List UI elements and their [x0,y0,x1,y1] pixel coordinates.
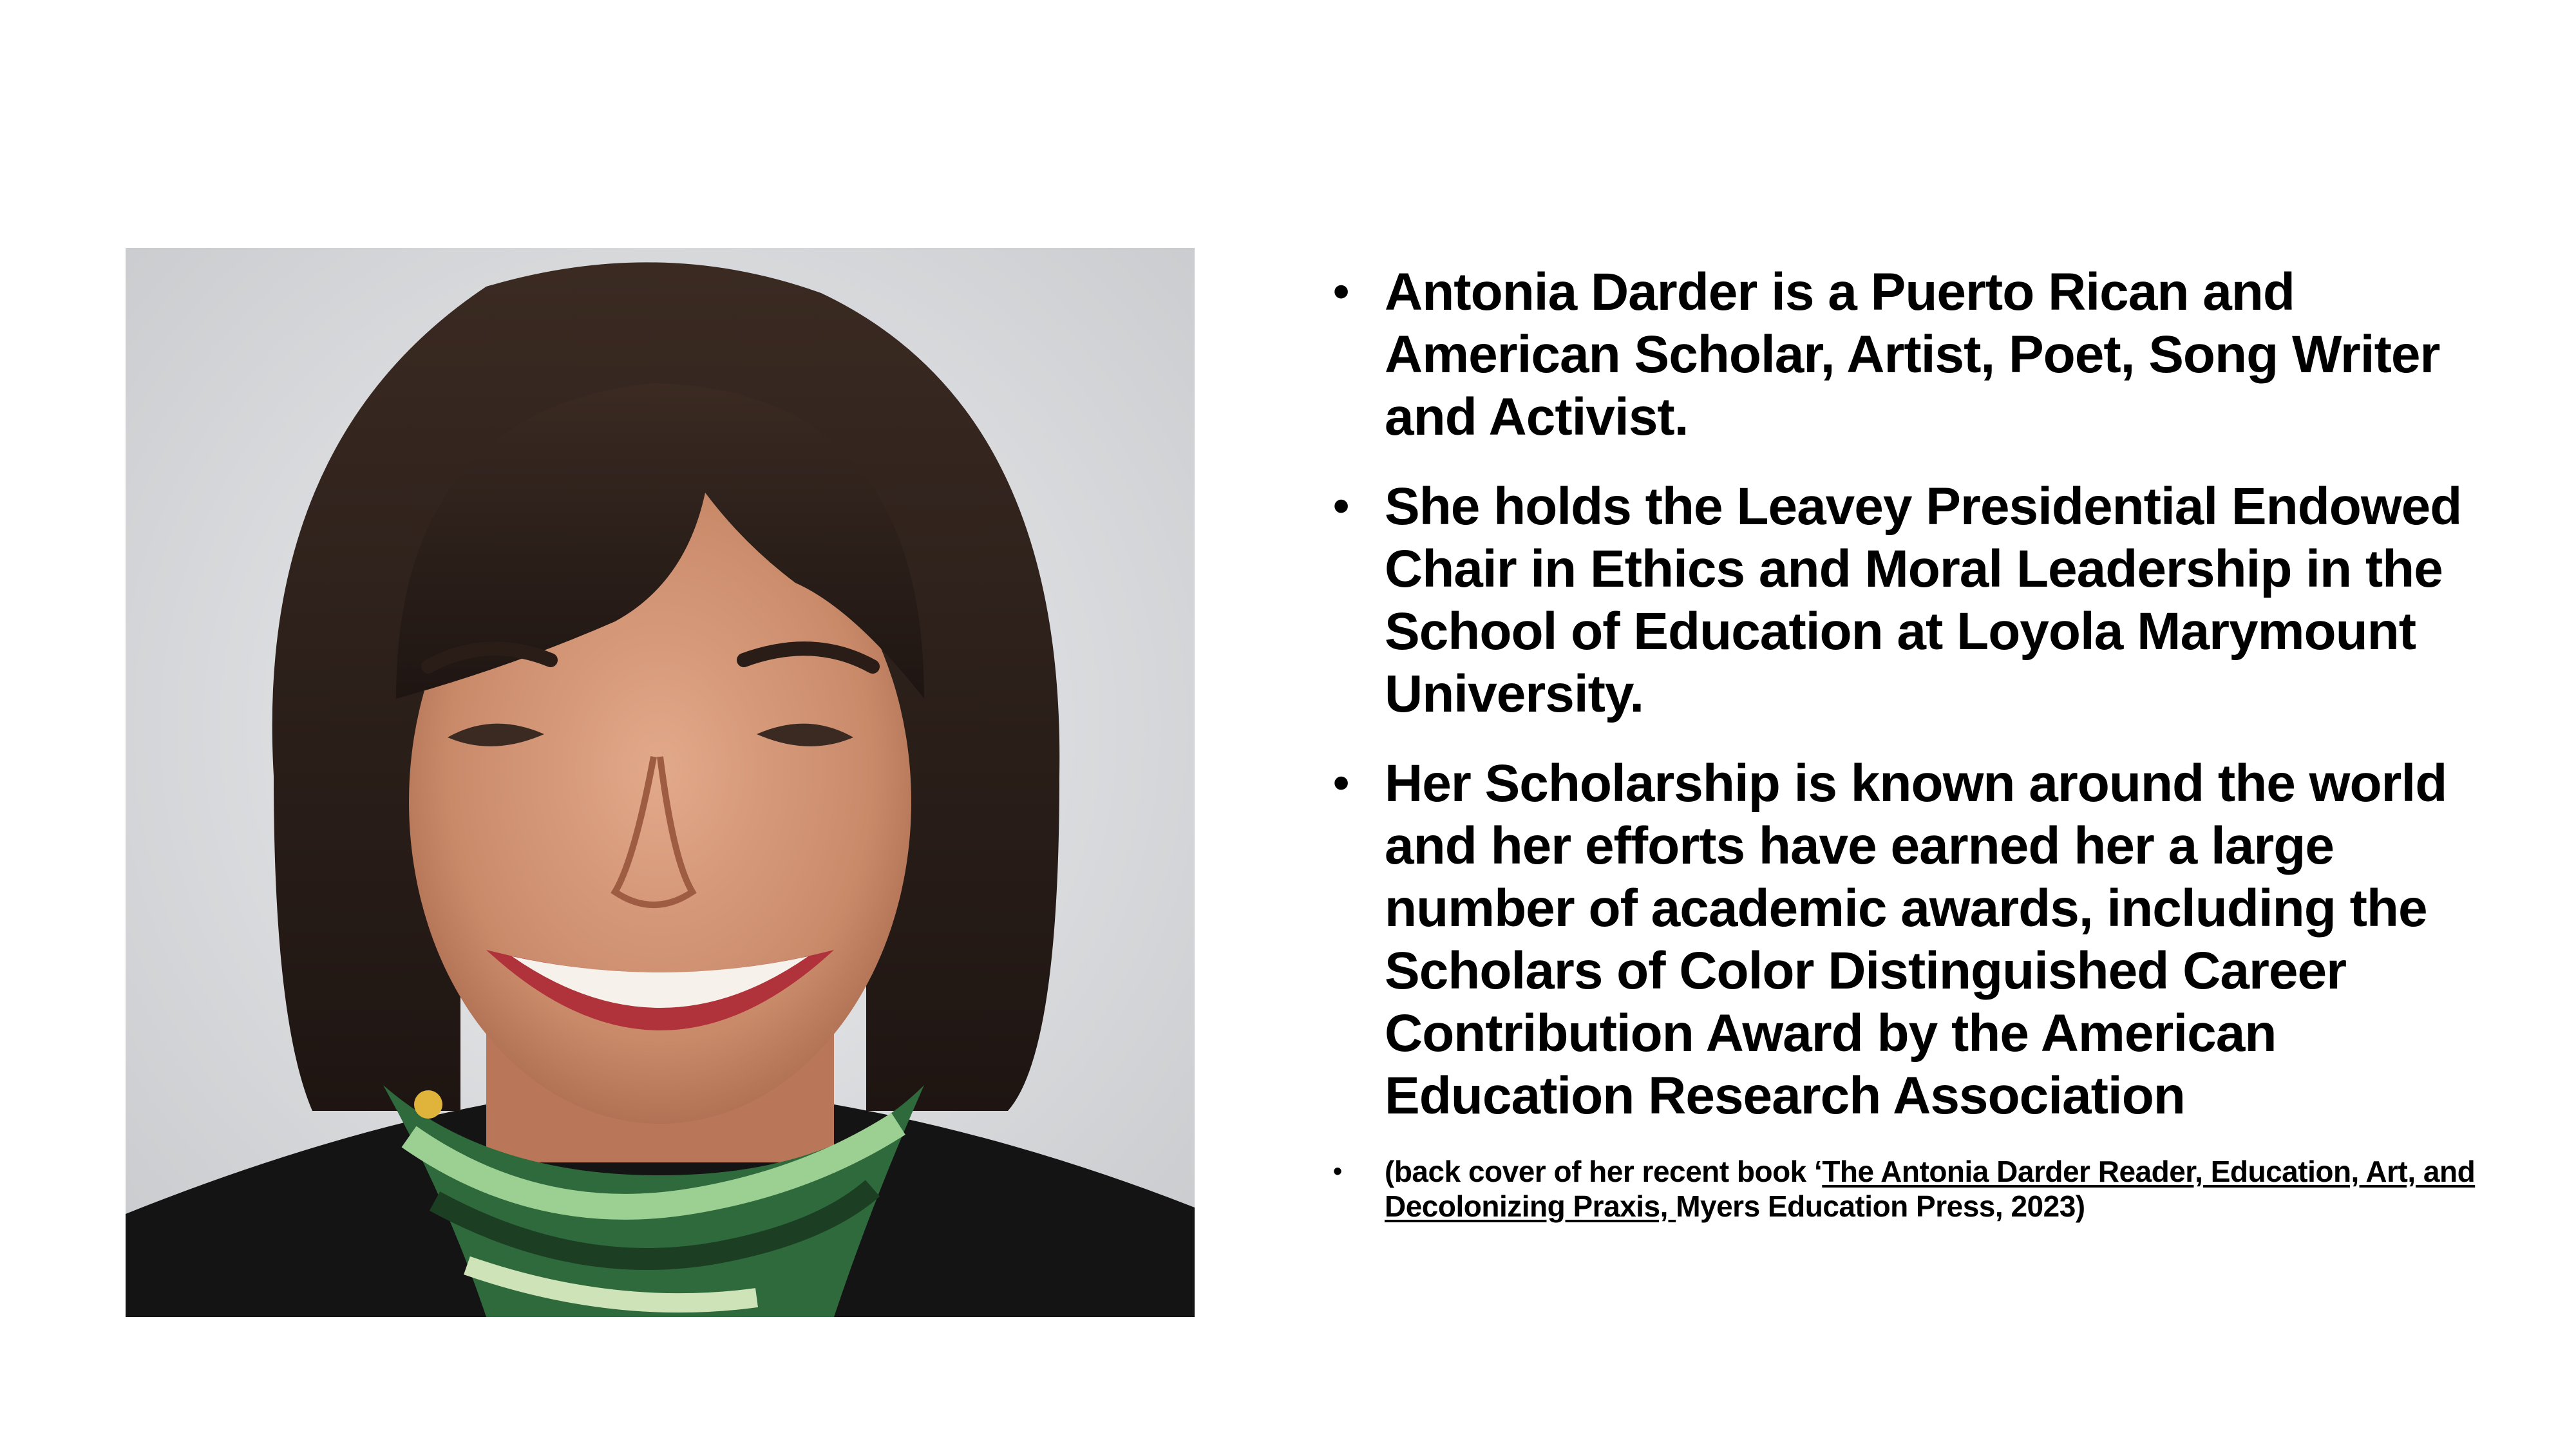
bullet-list [1333,261,2492,1251]
bullet-dot: • [1333,480,1349,532]
bullet-item [1333,752,2492,1127]
citation-item [1333,1154,2492,1224]
book-title-link[interactable]: The Antonia Darder Reader, Education, Art, and Decolonizing Praxis, [1385,1155,2476,1223]
citation-prefix: (back cover of her recent book ‘ [1385,1155,1823,1188]
portrait-illustration [126,248,1195,1317]
bullet-item [1333,261,2492,448]
portrait-photo [126,248,1195,1317]
bullet-dot: • [1333,757,1349,809]
bullet-dot: • [1333,266,1349,317]
bullet-item [1333,475,2492,725]
bullet-text: Her Scholarship is known around the world and her efforts have earned her a large number of academic awards, including the Scholars of Color Distinguished Career Contribution Award by the American Education Research Association [1385,754,2447,1125]
citation-suffix: Myers Education Press, 2023) [1676,1189,2085,1223]
bullet-dot: • [1333,1157,1342,1186]
bullet-text: She holds the Leavey Presidential Endowed Chair in Ethics and Moral Leadership in the School of Education at Loyola Marymount University. [1385,477,2462,723]
bullet-text: Antonia Darder is a Puerto Rican and American Scholar, Artist, Poet, Song Writer and Activist. [1385,263,2440,446]
